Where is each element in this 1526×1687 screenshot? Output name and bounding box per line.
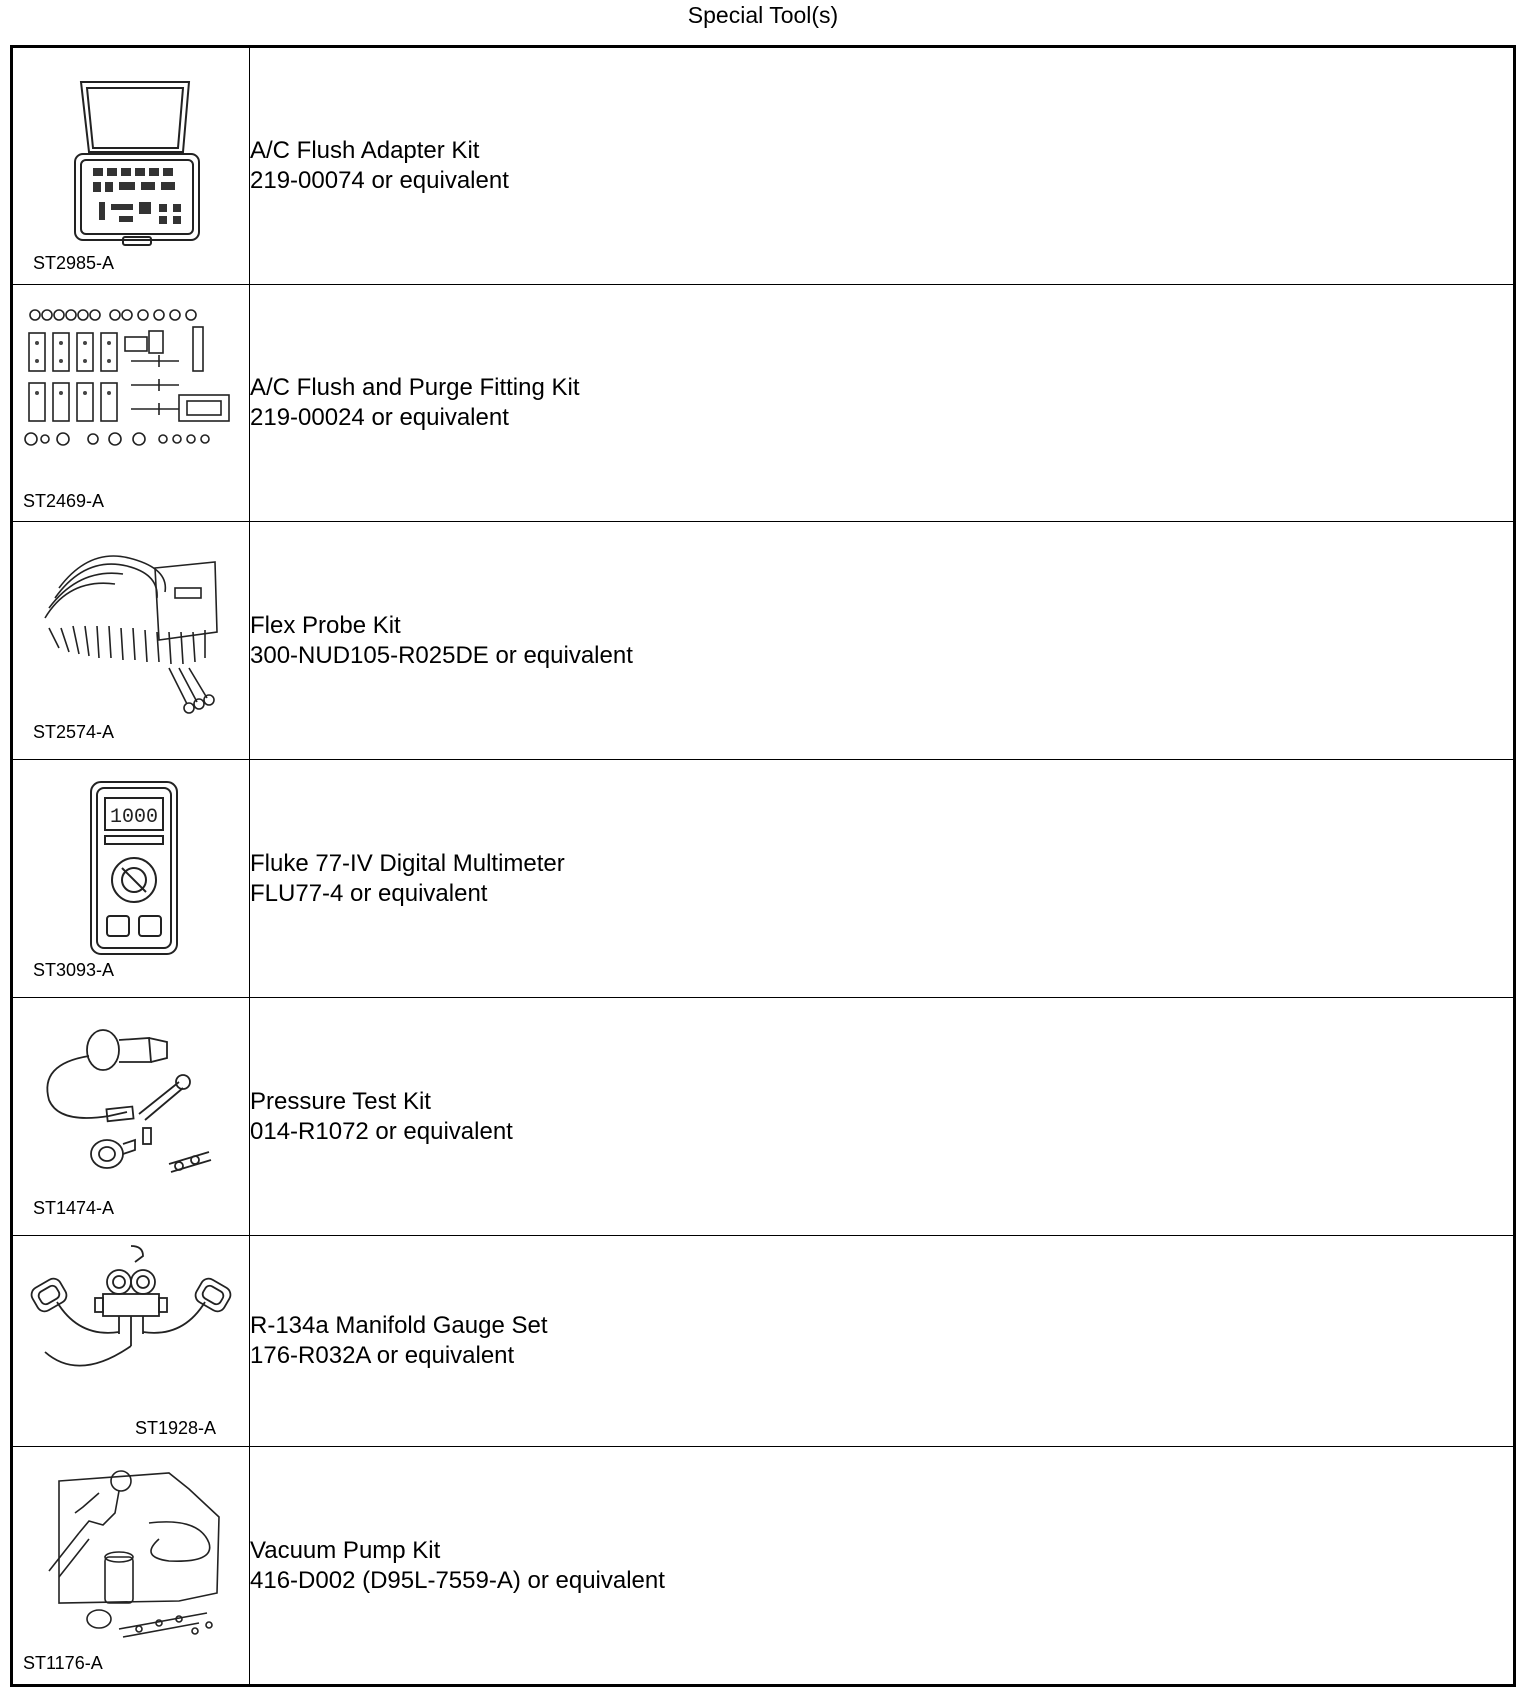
tool-name: Fluke 77-IV Digital Multimeter — [250, 849, 565, 877]
tool-image-cell — [12, 47, 250, 285]
table-row — [12, 1447, 1515, 1686]
tool-image-cell — [12, 285, 250, 522]
tool-part-number: 416-D002 (D95L-7559-A) or equivalent — [250, 1566, 665, 1594]
table-row — [12, 47, 1515, 285]
tool-image-cell — [12, 1236, 250, 1447]
table-row — [12, 998, 1515, 1236]
tool-name: Vacuum Pump Kit — [250, 1536, 441, 1564]
tool-image-cell — [12, 760, 250, 998]
pressure-test-icon — [19, 1004, 243, 1204]
table-row — [12, 760, 1515, 998]
meter-display-text: 1000 — [109, 806, 159, 829]
tool-name: R-134a Manifold Gauge Set — [250, 1312, 548, 1339]
tool-case-icon — [19, 54, 243, 254]
tool-code: ST1474-A — [33, 1198, 115, 1218]
tool-name: Flex Probe Kit — [250, 611, 401, 639]
tool-code: ST3093-A — [33, 960, 115, 980]
tool-code: ST1176-A — [23, 1653, 103, 1673]
tool-code: ST2985-A — [33, 253, 115, 273]
tool-description-cell — [250, 1447, 1515, 1686]
multimeter-icon — [19, 766, 243, 966]
tool-name: Pressure Test Kit — [250, 1087, 431, 1115]
tool-description-cell — [250, 522, 1515, 760]
table-row — [12, 522, 1515, 760]
tool-part-number: 014-R1072 or equivalent — [250, 1117, 513, 1145]
vacuum-pump-icon — [19, 1453, 243, 1653]
tool-description-cell — [250, 47, 1515, 285]
tool-part-number: FLU77-4 or equivalent — [250, 879, 488, 907]
tool-description-cell — [250, 1236, 1515, 1447]
fittings-icon — [19, 291, 243, 491]
tool-description-cell — [250, 760, 1515, 998]
tool-part-number: 176-R032A or equivalent — [250, 1342, 515, 1369]
tool-name: A/C Flush Adapter Kit — [250, 137, 480, 164]
tool-image-cell — [12, 1447, 250, 1686]
page-title: Special Tool(s) — [687, 2, 839, 28]
table-row — [12, 285, 1515, 522]
probe-kit-icon — [19, 528, 243, 728]
tool-code: ST1928-A — [135, 1418, 217, 1438]
tool-description-cell — [250, 285, 1515, 522]
tool-part-number: 219-00024 or equivalent — [250, 404, 509, 431]
tool-part-number: 300-NUD105-R025DE or equivalent — [250, 641, 633, 669]
special-tools-table — [10, 45, 1516, 1687]
tool-code: ST2574-A — [33, 722, 115, 742]
tool-image-cell — [12, 522, 250, 760]
tool-image-cell — [12, 998, 250, 1236]
tool-description-cell — [250, 998, 1515, 1236]
tool-part-number: 219-00074 or equivalent — [250, 167, 509, 194]
tool-name: A/C Flush and Purge Fitting Kit — [250, 374, 580, 401]
table-row — [12, 1236, 1515, 1447]
tool-code: ST2469-A — [23, 491, 105, 511]
gauge-set-icon — [19, 1242, 243, 1422]
